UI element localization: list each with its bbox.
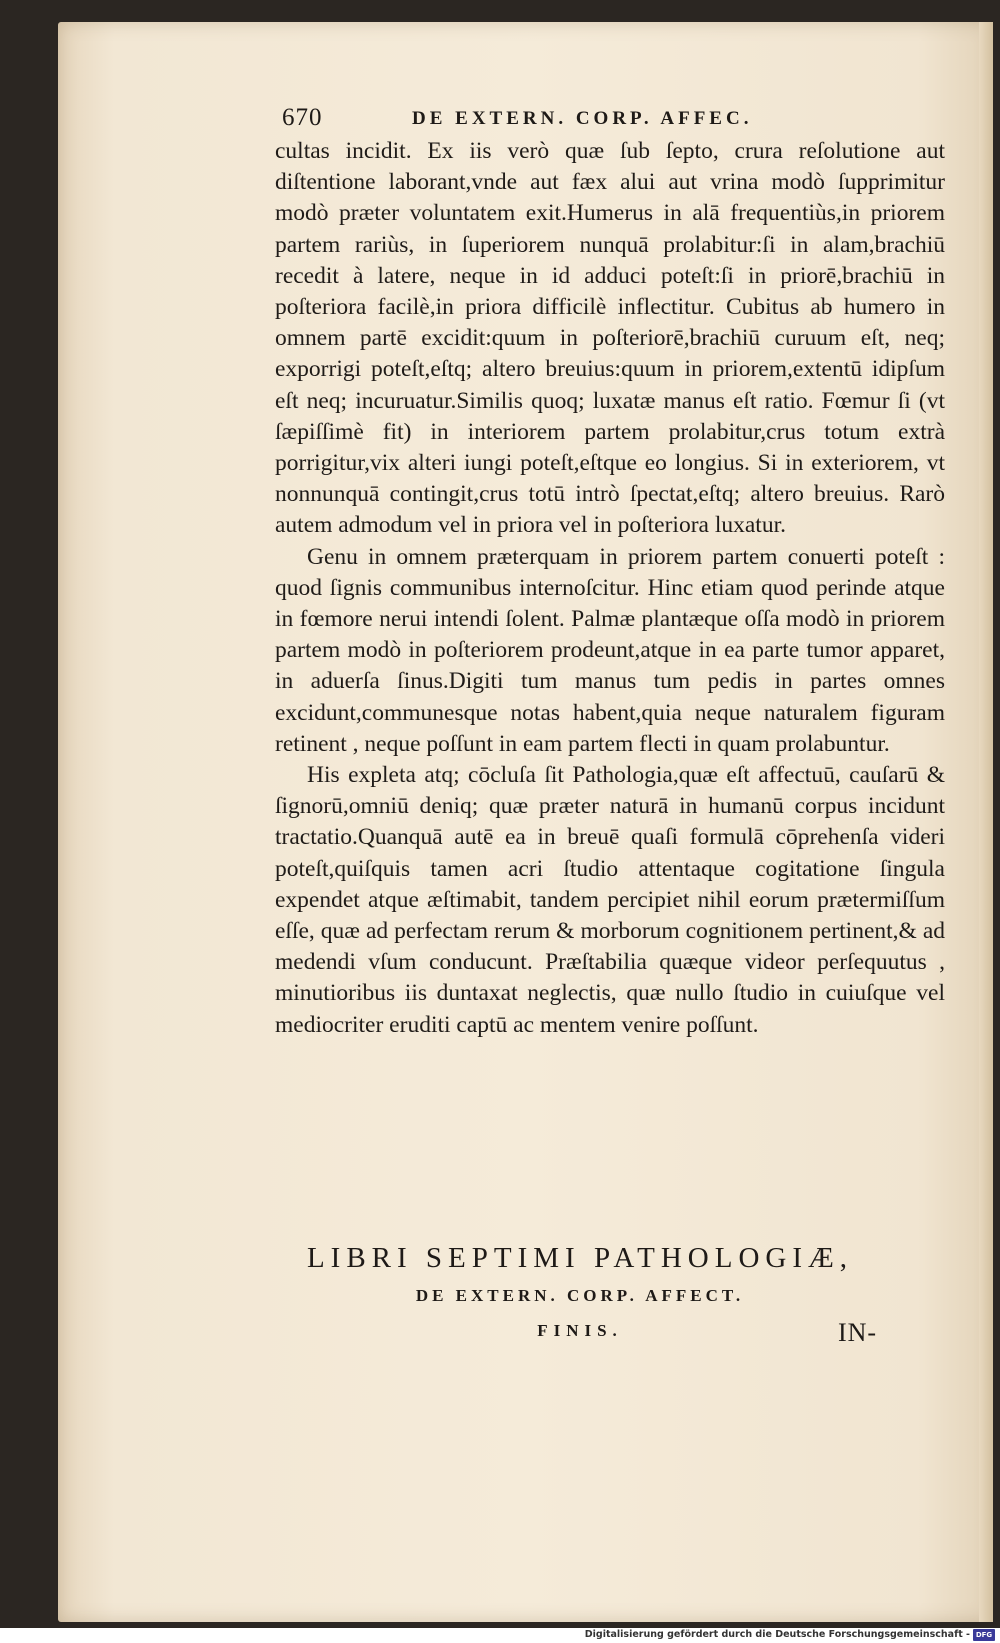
page-header bbox=[282, 104, 842, 136]
dfg-logo: DFG bbox=[973, 1629, 995, 1641]
funding-credit: Digitalisierung gefördert durch die Deutsche Forschungsgemeinschaft - bbox=[584, 1629, 970, 1640]
page-number: 670 bbox=[282, 104, 323, 131]
colophon bbox=[270, 1238, 890, 1348]
paragraph-1: cultas incidit. Ex iis verò quæ ſub ſepto, crura reſolutione aut diſtentione laborant,vnde aut fæx alui aut vrina modò ſupprimitur modò præter voluntatem exit.Humerus in alā frequentiùs,in priorem partem rariùs, in ſuperiorem nunquā prolabitur:ſi in alam,brachiū recedit à latere, neque in id adduci poteſt:ſi in priorē,brachiū in poſteriora facilè,in priora difficilè inflectitur. Cubitus ab humero in omnem partē excidit:quum in poſteriorē,brachiū curuum eſt, neq; exporrigi poteſt,eſtq; altero breuius:quum in priorem,extentū idipſum eſt neq; incuruatur.Similis quoq; luxatæ manus eſt ratio. Fœmur ſi (vt ſæpiſſimè fit) in interiorem partem prolabitur,crus totum extrà porrigitur,vix alteri iungi poteſt,eſtque eo longius. Si in exteriorem, vt nonnunquā contingit,crus totū intrò ſpectat,eſtq; altero breuius. Rarò autem admodum vel in priora vel in poſteriora luxatur. bbox=[275, 138, 945, 539]
catchword: IN- bbox=[838, 1318, 878, 1347]
page-edge bbox=[979, 22, 993, 1622]
colophon-title: LIBRI SEPTIMI PATHOLOGIÆ, bbox=[306, 1242, 854, 1274]
paragraph-3: His expleta atq; cōcluſa ſit Pathologia,quæ eſt affectuū, cauſarū & ſignorū,omniū deniq; quæ præter naturā in humanū corpus incidunt tractatio.Quanquā autē ea in breuē quaſi formulā cōprehenſa videri poteſt,quiſquis tamen acri ſtudio attentaque cogitatione ſingula expendet atque æſtimabit, tandem percipiet nihil eorum prætermiſſum eſſe, quæ ad perfectam rerum & morborum cognitionem pertinent,& ad medendi vſum conducunt. Præſtabilia quæque videor perſequutus , minutioribus iis duntaxat neglectis, quæ nullo ſtudio in cuiuſque vel mediocriter eruditi captū ac mentem venire poſſunt. bbox=[275, 762, 945, 1038]
digitization-footer bbox=[0, 1628, 1000, 1643]
colophon-subtitle: DE EXTERN. CORP. AFFECT. bbox=[415, 1286, 745, 1305]
paragraph-2: Genu in omnem præterquam in priorem partem conuerti poteſt : quod ſignis communibus internoſcitur. Hinc etiam quod perinde atque in fœmore nerui intendi ſolent. Palmæ plantæque oſſa modò in priorem partem modò in poſteriorem prodeunt,atque in ea parte tumor apparet, in aduerſa ſinus.Digiti tum manus tum pedis in partes omnes excidunt,communesque notas habent,quia neque naturalem figuram retinent , neque poſſunt in eam partem flecti in quam prolabuntur. bbox=[275, 543, 945, 757]
colophon-finis: FINIS. bbox=[537, 1321, 623, 1340]
running-head: DE EXTERN. CORP. AFFEC. bbox=[412, 108, 753, 129]
body-text bbox=[275, 136, 945, 1041]
